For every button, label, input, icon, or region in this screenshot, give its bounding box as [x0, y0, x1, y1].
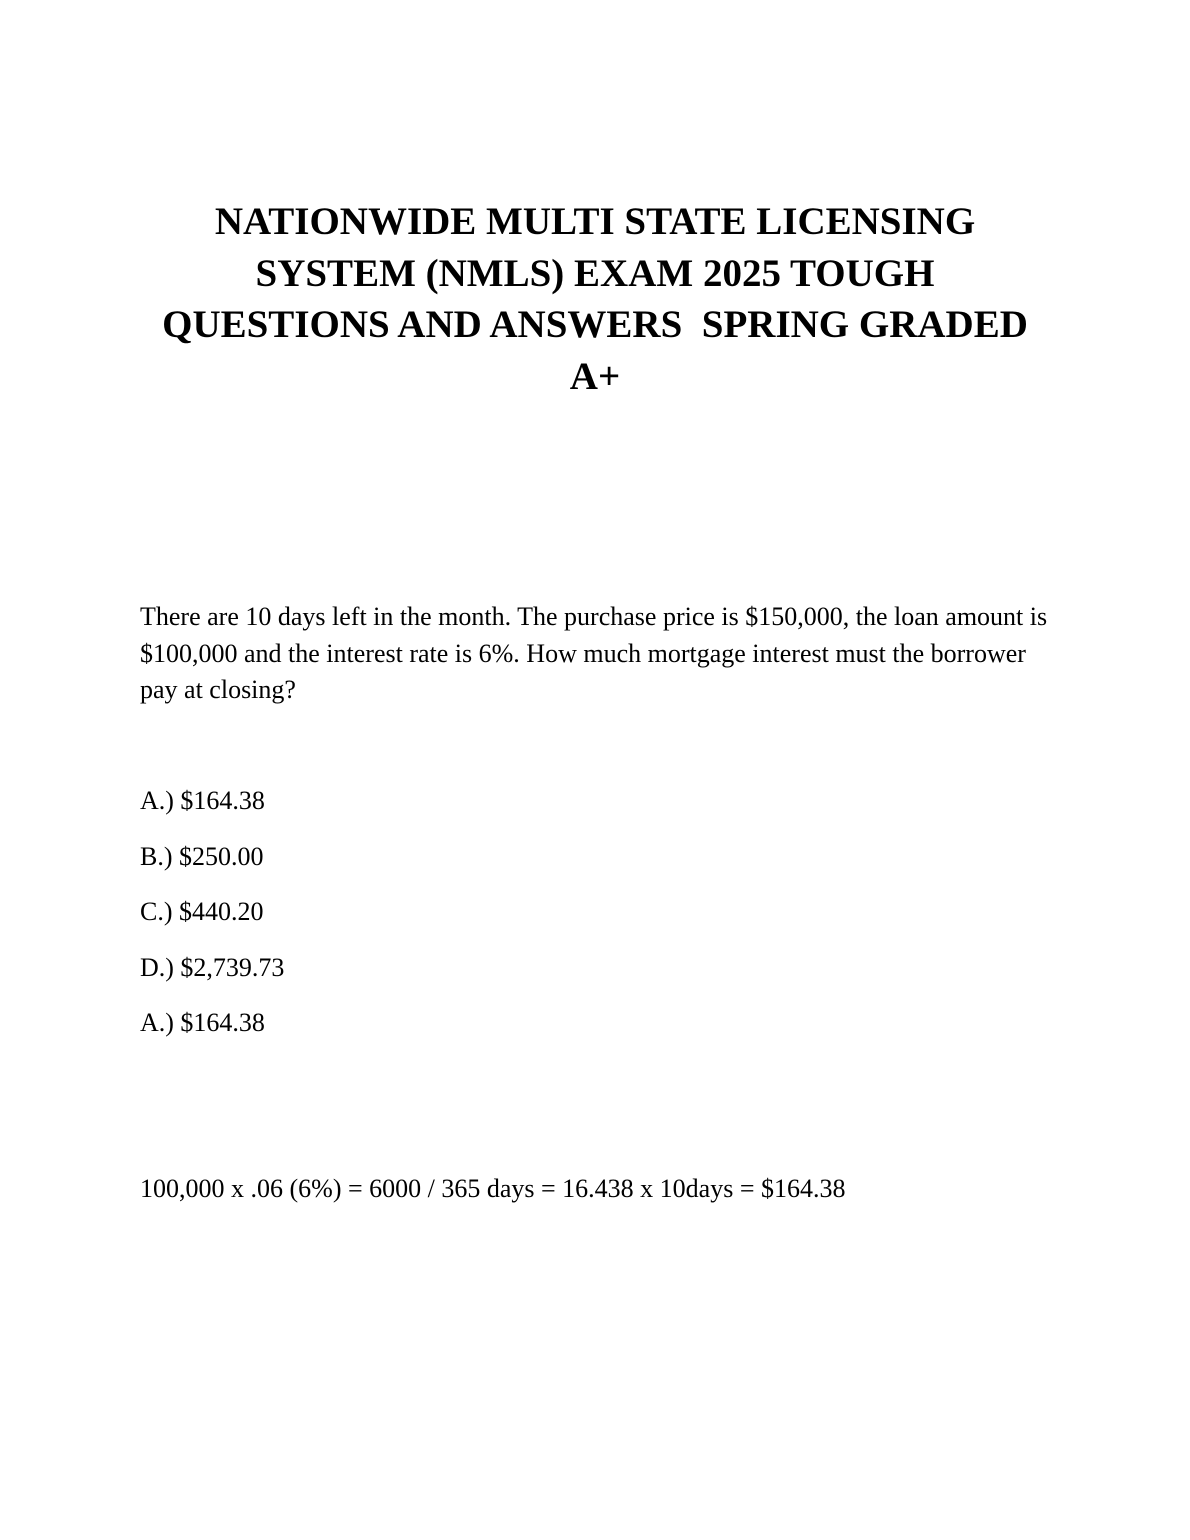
answer-explanation: 100,000 x .06 (6%) = 6000 / 365 days = 16.438 x 10days = $164.38	[140, 1174, 846, 1203]
option-a: A.) $164.38	[140, 786, 265, 815]
document-title: NATIONWIDE MULTI STATE LICENSING SYSTEM (NMLS) EXAM 2025 TOUGH QUESTIONS AND ANSWERS SPRING GRADED A+	[162, 200, 1036, 398]
option-c: C.) $440.20	[140, 897, 264, 926]
correct-answer: A.) $164.38	[140, 1008, 265, 1037]
option-d: D.) $2,739.73	[140, 952, 285, 982]
option-b: B.) $250.00	[140, 841, 264, 871]
answer-options-list	[140, 783, 740, 1005]
question-text: There are 10 days left in the month. The purchase price is $150,000, the loan amount is $100,000 and the interest rate is 6%. How much mortgage interest must the borrower pay at closing?	[140, 602, 1048, 704]
